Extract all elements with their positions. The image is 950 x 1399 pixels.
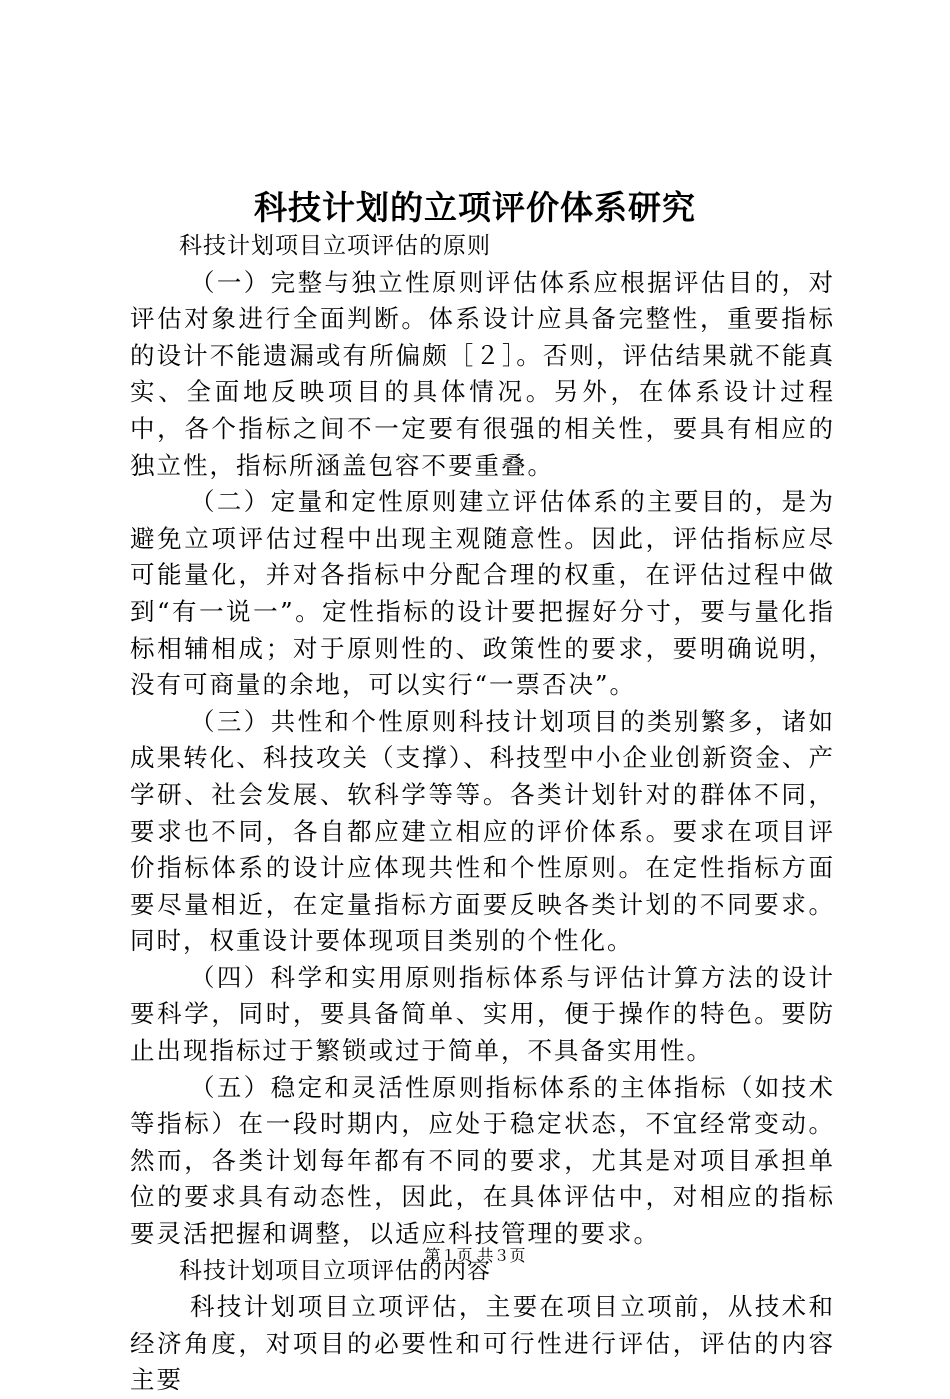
- paragraph: 科技计划项目立项评估，主要在项目立项前，从技术和经济角度，对项目的必要性和可行性进行评估，评估的内容主要: [130, 1292, 835, 1395]
- paragraph: （二）定量和定性原则建立评估体系的主要目的，是为避免立项评估过程中出现主观随意性。因此，评估指标应尽可能量化，并对各指标中分配合理的权重，在评估过程中做到“有一说一”。定性指标的设计要把握好分寸，要与量化指标相辅相成；对于原则性的、政策性的要求，要明确说明，没有可商量的余地，可以实行“一票否决”。: [130, 487, 835, 700]
- document-title: 科技计划的立项评价体系研究: [254, 188, 696, 227]
- paragraph: （五）稳定和灵活性原则指标体系的主体指标（如技术等指标）在一段时期内，应处于稳定状态，不宜经常变动。然而，各类计划每年都有不同的要求，尤其是对项目承担单位的要求具有动态性，因此，在具体评估中，对相应的指标要灵活把握和调整，以适应科技管理的要求。: [130, 1072, 835, 1249]
- paragraph: （三）共性和个性原则科技计划项目的类别繁多，诸如成果转化、科技攻关（支撑）、科技型中小企业创新资金、产学研、社会发展、软科学等等。各类计划针对的群体不同，要求也不同，各自都应建立相应的评价体系。要求在项目评价指标体系的设计应体现共性和个性原则。在定性指标方面要尽量相近，在定量指标方面要反映各类计划的不同要求。同时，权重设计要体现项目类别的个性化。: [130, 706, 835, 956]
- section-heading: 科技计划项目立项评估的原则: [179, 233, 491, 259]
- paragraph: （四）科学和实用原则指标体系与评估计算方法的设计要科学，同时，要具备简单、实用，便于操作的特色。要防止出现指标过于繁锁或过于简单，不具备实用性。: [130, 962, 835, 1066]
- document-body: [130, 228, 835, 1399]
- paragraph: （一）完整与独立性原则评估体系应根据评估目的，对评估对象进行全面判断。体系设计应具备完整性，重要指标的设计不能遗漏或有所偏颇［２］。否则，评估结果就不能真实、全面地反映项目的具体情况。另外，在体系设计过程中，各个指标之间不一定要有很强的相关性，要具有相应的独立性，指标所涵盖包容不要重叠。: [130, 267, 835, 480]
- section-heading: 科技计划项目立项评估的内容: [179, 1257, 491, 1284]
- page-footer: 第１页 共３页: [424, 1246, 526, 1265]
